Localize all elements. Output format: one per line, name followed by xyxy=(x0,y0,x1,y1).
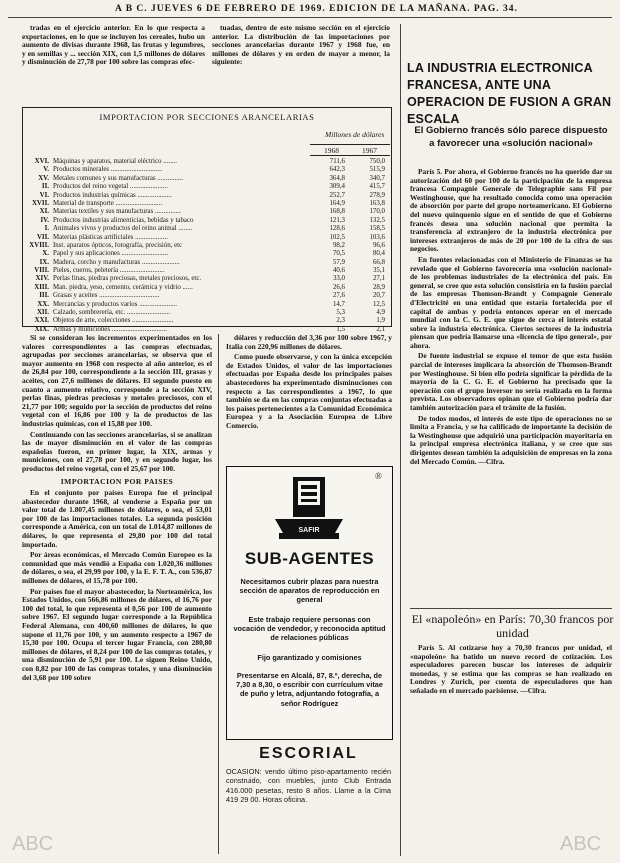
row-value-1967: 4,9 xyxy=(376,309,385,317)
page-header: A B C. JUEVES 6 DE FEBRERO DE 1969. EDICION DE LA MAÑANA. PAG. 34. xyxy=(115,4,518,14)
table-unit: Millones de dólares xyxy=(325,130,385,139)
napoleon-article xyxy=(410,644,612,856)
row-section-name: Mercancías y productos varios ...................... xyxy=(53,300,178,308)
row-number: X. xyxy=(42,250,49,258)
row-value-1968: 98,2 xyxy=(332,241,345,249)
row-value-1967: 1,9 xyxy=(376,317,385,325)
row-value-1968: 1,5 xyxy=(336,325,345,333)
logo-text: SAFIR xyxy=(298,527,320,534)
table-row xyxy=(27,183,387,191)
row-value-1967: 515,9 xyxy=(369,166,385,174)
row-number: III. xyxy=(39,292,49,300)
row-value-1968: 57,9 xyxy=(332,258,345,266)
row-value-1968: 309,4 xyxy=(329,183,345,191)
right-p3: De fuente industrial se expuso el temor de que esta fusión parcial de intereses implicara la absorción de Thomson-Brandt por Westinghouse. Si bien ello podría significar la pérdida de la mayoría de la C. G. E. el Gobierno ha precisado que la operación con el grupo inversor no sería realizada en la forma prevista. Los observadores opinan que el Gobierno podría dar también autorización para el trámite de la fusión. xyxy=(410,351,612,413)
ad-text-1: Necesitamos cubrir plazas para nuestra sección de aparatos de reproducción en general xyxy=(239,577,380,605)
table-row xyxy=(27,267,387,275)
row-number: XX. xyxy=(37,300,49,308)
table-row xyxy=(27,200,387,208)
row-value-1968: 164,9 xyxy=(329,199,345,207)
row-value-1967: 132,5 xyxy=(369,216,385,224)
row-value-1967: 2,1 xyxy=(376,325,385,333)
row-section-name: Máquinas y aparatos, material eléctrico ........ xyxy=(53,158,177,165)
abc-watermark-right: ABC xyxy=(560,833,602,855)
row-value-1968: 364,8 xyxy=(329,174,345,182)
import-table xyxy=(22,107,392,333)
col2-p2: Como puede observarse, y con la única excepción de Estados Unidos, el valor de las importaciones efectuadas por España desde los principales países abastecedores ha experimentado disminuciones con respecto a las correspondientes a 1967, lo que también se da en las compras conjuntas efectuadas a los países pertenecientes a la Comunidad Económica Europea y a la Asociación Europea de Libre Comercio. xyxy=(226,352,392,430)
row-value-1968: 14,7 xyxy=(332,300,345,308)
row-value-1968: 33,0 xyxy=(332,275,345,283)
col1-p5: Por países fue el mayor abastecedor, la Norteamérica, los Estados Unidos, con 566,86 millones de dólares, el 16,76 por 100 del total, lo que representa el 0,56 por 100 de aumento sobre 1967. El segundo lugar corresponde a la República Federal Alemana, con 400,60 millones de dólares, lo que supone el 11,76 por 100, y un aumento respecto a 1967 de 15,30 por 100. Ocupa el tercer lugar Francia, con 280,80 millones de dólares, el 8,24 por 100 de las compras totales, y una disminución de 5,91 por 100. Le siguen Reino Unido, con 8,82 por 100 de las compras totales, y una disminución del 3,68 por 100 sobre xyxy=(22,586,212,682)
row-number: XII. xyxy=(36,309,49,317)
table-row xyxy=(27,175,387,183)
table-row xyxy=(27,292,387,300)
row-section-name: Perlas finas, piedras preciosas, metales preciosos, etc. xyxy=(53,275,202,283)
row-value-1967: 103,6 xyxy=(369,233,385,241)
row-section-name: Productos minerales .............................. xyxy=(53,166,163,174)
col1-p4: Por áreas económicas, el Mercado Común Europeo es la comunidad que más vendió a España con 1.020,36 millones de dólares, o sea, el 29,99 por 100, y la E. F. T. A., con 536,87 millones de dólares, el 15,78 por 100. xyxy=(22,550,212,586)
row-value-1967: 278,9 xyxy=(369,191,385,199)
row-value-1968: 128,6 xyxy=(329,225,345,233)
table-title: IMPORTACION POR SECCIONES ARANCELARIAS xyxy=(99,112,315,122)
row-section-name: Productos industrias químicas .................... xyxy=(53,191,172,199)
table-row xyxy=(27,217,387,225)
main-headline: LA INDUSTRIA ELECTRONICA FRANCESA, ANTE UNA OPERACION DE FUSION A GRAN ESCALA xyxy=(407,61,612,126)
row-section-name: Papel y sus aplicaciones ........................... xyxy=(53,250,169,258)
row-number: IX. xyxy=(39,258,49,266)
column-2 xyxy=(226,334,392,462)
article-rule xyxy=(410,608,612,609)
row-section-name: Productos industrias alimenticias, bebidas y tabaco xyxy=(53,216,194,224)
abc-watermark-left: ABC xyxy=(12,833,54,855)
row-number: XVII. xyxy=(31,199,49,207)
row-value-1968: 252,7 xyxy=(329,191,345,199)
row-value-1967: 20,7 xyxy=(372,292,385,300)
row-number: XI. xyxy=(39,208,49,216)
row-section-name: Objetos de arte, colecciones ........................ xyxy=(53,317,174,325)
table-row xyxy=(27,166,387,174)
ad-text-3: Fijo garantizado y comisiones xyxy=(257,653,362,662)
table-row xyxy=(27,301,387,309)
row-section-name: Grasas y aceites ................................... xyxy=(53,292,160,300)
row-number: XVIII. xyxy=(29,241,49,249)
row-value-1968: 642,3 xyxy=(329,166,345,174)
row-value-1968: 26,6 xyxy=(332,283,345,291)
row-value-1968: 40,6 xyxy=(332,267,345,275)
table-row xyxy=(27,242,387,250)
ad-text-4: Presentarse en Alcalá, 87, 8.º, derecha, de 7,30 a 8,30, o escribir con currículum vitae de puño y letra, adjuntando fotografía, a señor Rodríguez xyxy=(236,671,383,708)
row-value-1968: 2,3 xyxy=(336,317,345,325)
table-row xyxy=(27,225,387,233)
subheadline: El Gobierno francés sólo parece dispuesto a favorecer una «solución nacional» xyxy=(414,125,608,149)
col1-p2: Continuando con las secciones arancelarias, si se analizan las de mayor disminución en el valor de las compras españolas fueron, en primer lugar, la XIX, armas y municiones, con el 27,78 por 100, y en segundo lugar, los productos del reino vegetal, con el 25,67 por 100. xyxy=(22,429,212,473)
row-value-1967: 96,6 xyxy=(372,241,385,249)
col1-p3: En el conjunto por países Europa fue el principal abastecedor durante 1968, al venderse a España por un valor total de 1.807,45 millones de dólares, o sea, el 53,01 por 100 de las importaciones totales. La segunda posición corresponde a América, con un total de 1.014,87 millones de dólares, lo que representa el 29,80 por 100 del total importado. xyxy=(22,488,212,549)
row-number: XXI. xyxy=(34,317,49,325)
row-value-1968: 27,6 xyxy=(332,292,345,300)
table-row xyxy=(27,234,387,242)
row-value-1968: 711,6 xyxy=(329,158,345,165)
row-number: V. xyxy=(43,166,49,174)
row-number: XIV. xyxy=(35,275,49,283)
row-value-1967: 80,4 xyxy=(372,250,385,258)
column-1 xyxy=(22,334,212,856)
row-section-name: Material de transporte ........................... xyxy=(53,199,163,207)
intro-left-text: tradas en el ejercicio anterior. En lo que respecta a exportaciones, en lo que se incluyen los cereales, hubo un aumento de divisas durante 1968, las frutas y legumbres, y en semillas y ... sección XIX, con 1,5 millones de dólares y disminución de 27,78 por 100 sobre las compras efec- xyxy=(22,24,205,67)
column-rule-1 xyxy=(218,334,219,854)
row-value-1967: 12,5 xyxy=(372,300,385,308)
row-value-1967: 750,0 xyxy=(369,158,385,165)
row-section-name: Madera, corcho y manufacturas ...................... xyxy=(53,258,180,266)
row-value-1967: 66,8 xyxy=(372,258,385,266)
table-row xyxy=(27,259,387,267)
intro-right xyxy=(212,24,390,104)
table-row xyxy=(27,192,387,200)
col2-p1: dólares y reducción del 3,36 por 100 sobre 1967, y Italia con 220,96 millones de dólares. xyxy=(226,334,392,351)
row-value-1967: 35,1 xyxy=(372,267,385,275)
right-p1: París 5. Por ahora, el Gobierno francés no ha querido dar su autorización del 60 por 100 de la participación de la empresa francesa Compagnie Generale de Telegraphie sans Fil por Westinghouse, que ha resultado conocida como una operación de absorción por parte del grupo norteamericano. El Gobierno del nuevo quinquenio sigue en el sentido de que el Gobierno francés desea una solución nacional que permita la transferencia al extranjero de la industria electrónica por intereses extranjeros de más de 20 por 100 de la cifra de sus negocios. xyxy=(410,168,612,254)
year-1967: 1967 xyxy=(362,146,377,155)
row-number: VI. xyxy=(39,191,49,199)
table-row xyxy=(27,208,387,216)
table-row xyxy=(27,250,387,258)
row-section-name: Materias plásticas artificiales ................... xyxy=(53,233,168,241)
table-row xyxy=(27,158,387,166)
row-section-name: Materias textiles y sus manufacturas ............... xyxy=(53,208,181,216)
row-value-1967: 27,1 xyxy=(372,275,385,283)
row-value-1968: 102,5 xyxy=(329,233,345,241)
row-section-name: Armas y municiones ................................ xyxy=(53,325,167,333)
row-section-name: Man. piedra, yeso, cemento, cerámica y vidrio ...... xyxy=(53,283,193,291)
table-rows xyxy=(27,158,387,334)
row-value-1967: 170,0 xyxy=(369,208,385,216)
right-p2: En fuentes relacionadas con el Ministerio de Finanzas se ha revelado que el Gobierno favorecería una «solución nacional» de los problemas industriales de la electrónica del país. En general, se cree que esta solución consistiría en la fusión parcial de las empresas Thomson-Brandt y Compagnie Generale d'Electricité en una entidad que estaría fortalecida por el capital de ambas y podría entonces operar en el mercado mundial con la C. G. E. que sigue de cerca el interés estatal sobre la industria electrónica. Ciertos sectores de la industria piensan que podría llamarse una «licencia de tipo general», por ahora. xyxy=(410,254,612,350)
table-row xyxy=(27,275,387,283)
row-section-name: Inst. aparatos ópticos, fotografía, precisión, etc xyxy=(53,241,183,249)
intro-left xyxy=(22,24,205,104)
row-value-1967: 163,8 xyxy=(369,199,385,207)
registered-mark: ® xyxy=(375,471,382,481)
column-rule-2 xyxy=(400,24,401,856)
table-row xyxy=(27,317,387,325)
safir-advertisement xyxy=(226,466,393,740)
col1-p1: Si se consideran los incrementos experimentados en los valores correspondientes a las compras efectuadas, agrupadas por secciones arancelarias, se observa que el mayor aumento en 1968 con respecto al año anterior, es el de 26,84 por 100, correspondiente a la sección III, grasas y aceites, con 27,6 millones de dólares. El segundo puesto en cuanto a aumento relativo, corresponde a la sección XIV, perlas finas, piedras preciosas y metales preciosos, con el 21,77 por 100; seguido por la sección de productos del reino vegetal con el 16,86 por 100 y la de productos de las industrias químicas, con el 15,88 por 100. xyxy=(22,334,212,428)
row-value-1968: 121,3 xyxy=(329,216,345,224)
row-number: VIII. xyxy=(34,267,49,275)
year-1968: 1968 xyxy=(324,146,339,155)
table-row xyxy=(27,284,387,292)
row-value-1968: 70,5 xyxy=(332,250,345,258)
row-value-1967: 340,7 xyxy=(369,174,385,182)
row-number: XIII. xyxy=(34,283,49,291)
row-value-1968: 5,3 xyxy=(336,309,345,317)
row-number: II. xyxy=(41,183,49,191)
right-p4: De todos modos, el interés de este tipo de operaciones no se limita a Francia, y se ha calificado de importante la decisión de la Westinghouse que adquirió una participación mayoritaria en la principal empresa electrónica italiana, y se cree que sus dirigentes desean también la adquisición de empresas en la zona del Mercado Común. —Cifra. xyxy=(410,413,612,466)
row-section-name: Animales vivos y productos del reino animal ........ xyxy=(53,225,193,233)
intro-right-text: tuadas, dentro de este mismo sección en el ejercicio anterior. La distribución de las importaciones por secciones arancelarias durante 1967 y 1968 fue, en millones de dólares y en orden de mayor a menor, la siguiente: xyxy=(212,24,390,67)
row-section-name: Productos del reino vegetal ...................... xyxy=(53,183,168,191)
table-row xyxy=(27,326,387,334)
row-number: XVI. xyxy=(34,158,49,165)
ad-title: SUB-AGENTES xyxy=(244,549,375,568)
row-number: XV. xyxy=(38,174,49,182)
second-headline: El «napoleón» en París: 70,30 francos por unidad xyxy=(411,612,614,640)
row-section-name: Pieles, cueros, peletería .......................... xyxy=(53,267,165,275)
row-section-name: Calzado, sombrerería, etc. ......................... xyxy=(53,309,170,317)
header-rule xyxy=(8,17,612,18)
right-p5: París 5. Al cotizarse hoy a 70,30 francos por unidad, el «napoleón» ha batido un nuevo record de cotización. Los especuladores parecen buscar los intereses de adquirir monedas, y se estima que las compras se han realizado en Londres y Zurich, por cuenta de especuladores que han señalado en el mercado parisiense. —Cifra. xyxy=(410,644,612,695)
row-number: IV. xyxy=(40,216,49,224)
row-value-1967: 158,5 xyxy=(369,225,385,233)
ad-text-2: Este trabajo requiere personas con vocación de vendedor, y reconocida aptitud de relaciones públicas xyxy=(233,615,386,643)
right-article xyxy=(410,168,612,608)
table-row xyxy=(27,309,387,317)
row-number: VII. xyxy=(36,233,49,241)
row-value-1967: 28,9 xyxy=(372,283,385,291)
escorial-text: OCASION: vendo último piso-apartamento recién construido, con muebles, junto Club Entrada 416.000 pesetas, resto 8 años. Llame a la Cima 419 29 00. Horas oficina. xyxy=(226,767,391,805)
table-years xyxy=(310,144,390,156)
row-section-name: Metales comunes y sus manufacturas ............... xyxy=(53,174,184,182)
row-number: XIX. xyxy=(34,325,49,333)
row-value-1967: 415,7 xyxy=(369,183,385,191)
row-number: I. xyxy=(44,225,49,233)
section-heading-paises: IMPORTACION POR PAISES xyxy=(60,476,174,486)
escorial-title: ESCORIAL xyxy=(259,745,358,762)
row-value-1968: 168,8 xyxy=(329,208,345,216)
